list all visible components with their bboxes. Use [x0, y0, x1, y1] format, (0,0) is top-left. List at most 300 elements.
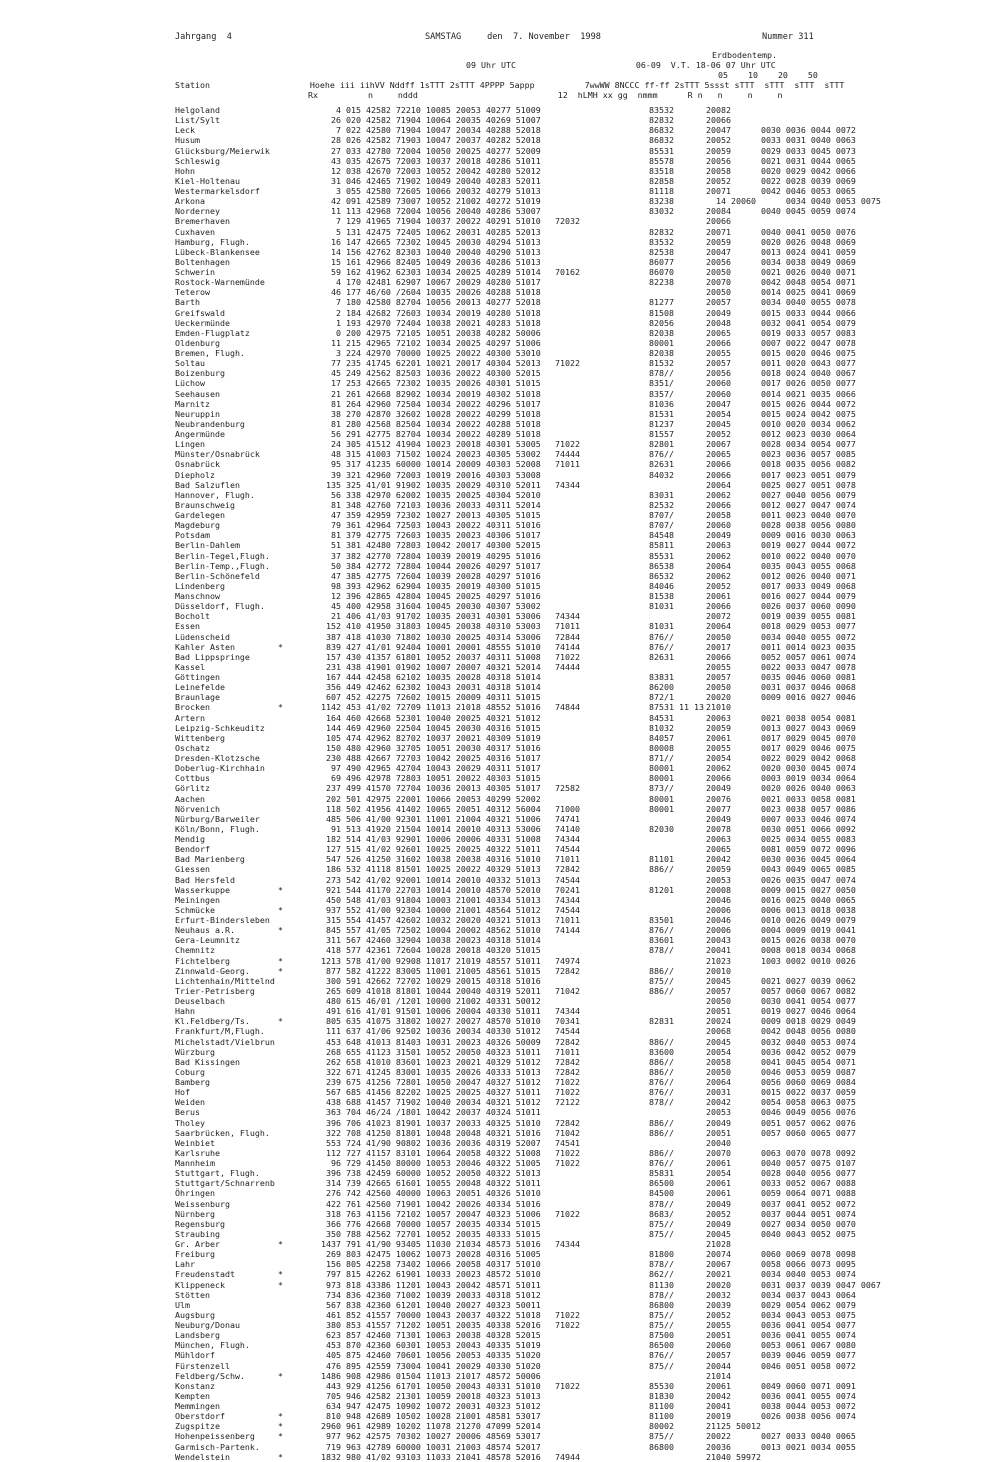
temperature-groups: 20020 0031 0037 0039 0047 0067 — [706, 1279, 881, 1290]
synop-groups: 921 544 41170 22703 10014 20010 48570 52010 — [321, 884, 541, 895]
table-row — [175, 976, 975, 986]
synop-groups: 47 385 42775 72604 10039 20028 40297 51016 — [321, 570, 541, 581]
cloud-group: 81100 — [649, 1411, 674, 1422]
station-name: Berus — [175, 1107, 200, 1118]
table-row — [175, 216, 975, 226]
cloud-group: 8707/ — [649, 510, 674, 520]
table-row — [175, 1330, 975, 1340]
weather-group: 71022 — [555, 358, 580, 369]
synop-groups: 79 361 42964 72503 10043 20022 40311 51016 — [321, 520, 541, 531]
station-name: Zinnwald-Georg. — [175, 965, 250, 976]
temperature-groups: 20054 0028 0040 0056 0077 — [706, 1168, 856, 1179]
synop-groups: 28 026 42582 71903 10047 20037 40282 52018 — [321, 135, 541, 146]
synop-groups: 396 738 42459 60000 10052 20050 40322 51013 — [321, 1168, 541, 1179]
synop-groups: 262 658 41010 83601 10023 20021 40329 51012 — [321, 1056, 541, 1067]
station-name: Giessen — [175, 864, 210, 875]
weather-group: 74974 — [555, 955, 580, 966]
station-name: Trier-Petrisberg — [175, 985, 255, 996]
table-row — [175, 480, 975, 490]
cloud-group: 86800 — [649, 1441, 674, 1452]
temperature-groups: 20020 0009 0016 0027 0046 — [706, 692, 856, 703]
table-row — [175, 895, 975, 905]
temperature-groups: 20052 0012 0023 0030 0064 — [706, 429, 856, 439]
station-name: List/Sylt — [175, 115, 220, 126]
synop-groups: 127 515 41/02 92601 10025 20025 40322 51011 — [321, 844, 541, 855]
synop-groups: 265 609 41018 81801 10044 20040 40319 52011 — [321, 985, 541, 996]
cloud-group: 85811 — [649, 540, 674, 551]
cloud-group: 876// — [649, 631, 674, 642]
synop-groups: 150 480 42960 32705 10051 20030 40317 51016 — [321, 742, 541, 753]
temperature-groups: 20042 0030 0036 0045 0064 — [706, 854, 856, 865]
table-row — [175, 389, 975, 399]
station-name: Regensburg — [175, 1218, 225, 1229]
temperature-groups: 20062 0010 0022 0040 0070 — [706, 550, 856, 561]
cloud-group: 876// — [649, 641, 674, 652]
cloud-group: 886// — [649, 965, 674, 976]
table-row — [175, 551, 975, 561]
cloud-group: 876// — [649, 1087, 674, 1098]
synop-groups: 17 253 42665 72302 10035 20026 40301 51015 — [321, 378, 541, 389]
weather-group: 70162 — [555, 267, 580, 277]
station-name: Köln/Bonn, Flugh. — [175, 823, 260, 834]
cloud-group: 82832 — [649, 226, 674, 237]
weather-group: 72842 — [555, 1117, 580, 1128]
synop-groups: 461 852 41557 70000 10043 20037 40322 51018 — [321, 1309, 541, 1320]
table-row — [175, 277, 975, 287]
weather-group: 70241 — [555, 884, 580, 895]
table-row — [175, 206, 975, 216]
station-name: Deuselbach — [175, 996, 225, 1006]
temperature-groups: 20047 0015 0026 0044 0072 — [706, 398, 856, 409]
temperature-groups: 20058 0020 0029 0042 0066 — [706, 165, 856, 176]
station-name: Hamburg, Flugh. — [175, 236, 250, 247]
table-row — [175, 135, 975, 145]
weather-group: 71022 — [555, 1077, 580, 1087]
station-name: Hannover, Flugh. — [175, 489, 255, 500]
temperature-groups: 20055 0022 0033 0047 0078 — [706, 661, 856, 672]
temperature-groups: 20052 0034 0043 0053 0075 — [706, 1309, 856, 1320]
temperature-groups: 20052 0033 0031 0040 0063 — [706, 135, 856, 146]
weather-group: 71022 — [555, 1208, 580, 1219]
cloud-group: 85531 — [649, 550, 674, 561]
temperature-groups: 20049 0007 0033 0046 0074 — [706, 813, 856, 824]
synop-groups: 363 704 46/24 /1801 10042 20037 40324 51011 — [321, 1107, 541, 1118]
temperature-groups: 20056 0021 0031 0044 0065 — [706, 155, 856, 166]
station-name: Braunschweig — [175, 499, 235, 510]
station-name: Schwerin — [175, 267, 215, 277]
temperature-groups: 20019 0026 0038 0056 0074 — [706, 1411, 856, 1422]
time-header: 09 Uhr UTC 06-09 V.T. 18-06 07 Uhr UTC — [466, 60, 776, 70]
temperature-groups: 20055 0017 0029 0046 0075 — [706, 742, 856, 753]
station-name: Göttingen — [175, 672, 220, 682]
cloud-group: 80001 — [649, 763, 674, 774]
cloud-group: 875// — [649, 1228, 674, 1239]
temperature-groups: 20045 0032 0040 0053 0074 — [706, 1036, 856, 1047]
station-name: Barth — [175, 297, 200, 308]
synop-groups: 3 224 42970 70000 10025 20022 40300 53010 — [321, 348, 541, 358]
table-row — [175, 925, 975, 935]
synop-groups: 7 022 42580 71904 10047 20034 40288 52018 — [321, 125, 541, 136]
table-row — [175, 702, 975, 712]
synop-groups: 21 406 41/03 91702 10035 20031 40301 53006 — [321, 611, 541, 622]
cloud-group: 81101 — [649, 854, 674, 865]
temperature-groups: 20066 — [706, 115, 731, 126]
synop-groups: 476 895 42559 73004 10041 20029 40330 51020 — [321, 1360, 541, 1371]
cloud-group: 862// — [649, 1269, 674, 1280]
synop-groups: 231 438 41901 01902 10007 20007 40321 52014 — [321, 661, 541, 672]
temperature-groups: 20024 0009 0018 0029 0049 — [706, 1016, 856, 1027]
table-row — [175, 956, 975, 966]
temperature-groups: 20006 0006 0013 0018 0038 — [706, 904, 856, 915]
table-row — [175, 287, 975, 297]
cloud-group: 875// — [649, 1218, 674, 1229]
temperature-groups: 21014 — [706, 1370, 731, 1381]
table-row — [175, 1016, 975, 1026]
cloud-group: 84032 — [649, 469, 674, 480]
temperature-groups: 20066 0012 0027 0047 0074 — [706, 499, 856, 510]
weather-group: 71022 — [555, 1380, 580, 1391]
table-row — [175, 966, 975, 976]
temperature-groups: 20059 0029 0033 0045 0073 — [706, 145, 856, 156]
mountain-marker: * — [278, 904, 283, 915]
weather-group: 74741 — [555, 813, 580, 824]
cloud-group: 83532 — [649, 105, 674, 115]
station-name: Stötten — [175, 1289, 210, 1300]
station-name: Konstanz — [175, 1380, 215, 1391]
table-row — [175, 1188, 975, 1198]
temperature-groups: 20061 0033 0052 0067 0088 — [706, 1178, 856, 1189]
cloud-group: 886// — [649, 1066, 674, 1077]
mountain-marker: * — [278, 641, 283, 652]
weather-group: 74144 — [555, 925, 580, 936]
station-name: Emden-Flugplatz — [175, 327, 250, 338]
temperature-groups: 20052 0037 0044 0051 0074 — [706, 1208, 856, 1219]
temperature-groups: 20051 0057 0060 0065 0077 — [706, 1127, 856, 1138]
temperature-groups: 20058 0011 0023 0040 0070 — [706, 510, 856, 520]
station-name: Berlin-Schönefeld — [175, 570, 260, 581]
table-row — [175, 632, 975, 642]
cloud-group: 8707/ — [649, 520, 674, 531]
temperature-groups: 20066 0018 0035 0056 0082 — [706, 459, 856, 470]
temperature-groups: 14 20060 0034 0040 0053 0075 — [706, 196, 881, 207]
temperature-groups: 20066 0026 0037 0060 0090 — [706, 601, 856, 612]
cloud-group: 84548 — [649, 530, 674, 541]
temperature-groups: 20066 0003 0019 0034 0064 — [706, 773, 856, 784]
weather-group: 71022 — [555, 1320, 580, 1330]
synop-groups: 56 291 42775 82704 10034 20022 40289 51018 — [321, 429, 541, 439]
table-row — [175, 1128, 975, 1138]
temperature-groups: 20049 0015 0033 0044 0066 — [706, 307, 856, 318]
table-row — [175, 672, 975, 682]
station-name: Karlsruhe — [175, 1147, 220, 1158]
cloud-group: 82831 — [649, 1016, 674, 1027]
table-row — [175, 885, 975, 895]
table-row — [175, 1229, 975, 1239]
synop-groups: 567 685 41456 82202 10025 20025 40327 51011 — [321, 1087, 541, 1098]
table-row — [175, 783, 975, 793]
table-row — [175, 500, 975, 510]
temperature-groups: 20063 0025 0034 0055 0083 — [706, 834, 856, 844]
synop-groups: 47 359 42959 72302 10027 20013 40305 51015 — [321, 510, 541, 520]
table-row — [175, 368, 975, 378]
temperature-groups: 20045 0010 0020 0034 0062 — [706, 418, 856, 429]
table-row — [175, 743, 975, 753]
weather-group: 71011 — [555, 621, 580, 632]
table-row — [175, 1300, 975, 1310]
cloud-group: 85578 — [649, 155, 674, 166]
synop-groups: 239 675 41256 72801 10050 20047 40327 51012 — [321, 1077, 541, 1087]
station-name: Hof — [175, 1087, 190, 1098]
synop-groups: 485 506 41/00 92301 11001 21004 40321 51006 — [321, 813, 541, 824]
cloud-group: 872/1 — [649, 692, 674, 703]
station-name: Oschatz — [175, 742, 210, 753]
station-name: Essen — [175, 621, 200, 632]
cloud-group: 82538 — [649, 246, 674, 257]
table-row — [175, 409, 975, 419]
temperature-groups: 20064 0025 0027 0051 0078 — [706, 479, 856, 490]
table-row — [175, 1340, 975, 1350]
table-row — [175, 308, 975, 318]
synop-groups: 118 502 41956 41402 10065 20051 40312 56004 — [321, 803, 541, 814]
temperature-groups: 20042 0036 0041 0055 0074 — [706, 1390, 856, 1401]
mountain-marker: * — [278, 955, 283, 966]
table-row — [175, 1320, 975, 1330]
cloud-group: 871// — [649, 753, 674, 763]
cloud-group: 875// — [649, 1320, 674, 1330]
temperature-groups: 20074 0060 0069 0078 0098 — [706, 1249, 856, 1260]
table-row — [175, 166, 975, 176]
station-name: Boizenburg — [175, 368, 225, 379]
cloud-group: 875// — [649, 1360, 674, 1371]
synop-groups: 230 488 42667 72703 10042 20025 40316 51017 — [321, 753, 541, 763]
temperature-groups: 21010 — [706, 702, 731, 713]
weather-group: 71000 — [555, 803, 580, 814]
cloud-group: 82532 — [649, 499, 674, 510]
temperature-groups: 20054 0036 0042 0052 0079 — [706, 1046, 856, 1057]
synop-groups: 144 469 42960 22504 10045 20030 40316 51015 — [321, 722, 541, 733]
station-name: Lindenberg — [175, 580, 225, 591]
cloud-group: 81036 — [649, 398, 674, 409]
mountain-marker: * — [278, 702, 283, 713]
temperature-groups: 20050 0046 0053 0059 0087 — [706, 1066, 856, 1077]
station-name: Rostock-Warnemünde — [175, 277, 265, 288]
synop-groups: 5 131 42475 72405 10062 20031 40285 52013 — [321, 226, 541, 237]
temperature-groups: 20066 0007 0022 0047 0078 — [706, 337, 856, 348]
synop-groups: 356 449 42462 62302 10043 20031 40318 51014 — [321, 682, 541, 693]
cloud-group: 86538 — [649, 560, 674, 571]
weather-group: 72582 — [555, 783, 580, 794]
temperature-groups: 20071 0042 0046 0053 0065 — [706, 186, 856, 196]
temperature-groups: 20032 0034 0037 0043 0064 — [706, 1289, 856, 1300]
station-name: Bad Salzuflen — [175, 479, 240, 490]
table-row — [175, 652, 975, 662]
temperature-groups: 20049 0009 0016 0030 0063 — [706, 530, 856, 541]
synop-groups: 418 577 42361 72604 10028 20018 40320 51015 — [321, 945, 541, 956]
temperature-groups: 20063 0021 0038 0054 0081 — [706, 712, 856, 723]
cloud-group: 876// — [649, 1350, 674, 1361]
table-row — [175, 267, 975, 277]
synop-groups: 547 526 41250 31602 10038 20038 40316 51010 — [321, 854, 541, 865]
table-row — [175, 591, 975, 601]
column-header: Station Hoehe iii iihVV Nddff 1sTTT 2sTTT 4PPPP 5appp 7wwWW 8NCCC ff-ff 2sTTT 5ssst sTTT sTTT sTTT sTTT — [175, 80, 845, 90]
table-row — [175, 1178, 975, 1188]
temperature-groups: 20055 0036 0041 0054 0077 — [706, 1320, 856, 1330]
table-row — [175, 125, 975, 135]
table-row — [175, 621, 975, 631]
station-name: Braunlage — [175, 692, 220, 703]
station-name: Michelstadt/Vielbrun — [175, 1036, 275, 1047]
temperature-groups: 20059 0020 0026 0048 0069 — [706, 236, 856, 247]
table-row — [175, 642, 975, 652]
weather-group: 71011 — [555, 915, 580, 925]
table-row — [175, 378, 975, 388]
synop-groups: 91 513 41920 21504 10014 20010 40313 53006 — [321, 823, 541, 834]
station-name: Artern — [175, 712, 205, 723]
station-name: Leipzig-Schkeuditz — [175, 722, 265, 733]
table-row — [175, 1239, 975, 1249]
temperature-groups: 20043 0015 0026 0038 0070 — [706, 935, 856, 946]
synop-groups: 380 853 41557 71202 10051 20035 40338 52016 — [321, 1320, 541, 1330]
temperature-groups: 20046 0010 0026 0049 0079 — [706, 915, 856, 925]
synop-groups: 51 381 42480 72803 10042 20017 40300 52015 — [321, 540, 541, 551]
table-row — [175, 905, 975, 915]
cloud-group: 886// — [649, 1056, 674, 1067]
table-row — [175, 1077, 975, 1087]
station-name: Zugspitze — [175, 1421, 220, 1432]
table-row — [175, 763, 975, 773]
table-row — [175, 1442, 975, 1452]
table-row — [175, 358, 975, 368]
cloud-group: 886// — [649, 1127, 674, 1138]
temperature-groups: 20056 0018 0024 0040 0067 — [706, 368, 856, 379]
station-name: Berlin-Temp.,Flugh. — [175, 560, 270, 571]
table-row — [175, 105, 975, 115]
station-name: Coburg — [175, 1066, 205, 1077]
weather-group: 74344 — [555, 479, 580, 490]
station-name: Seehausen — [175, 388, 220, 399]
station-name: Tholey — [175, 1117, 205, 1128]
temperature-groups: 20061 0040 0057 0075 0107 — [706, 1158, 856, 1168]
table-row — [175, 935, 975, 945]
synop-groups: 11 113 42968 72004 10056 20040 40286 53007 — [321, 206, 541, 217]
mountain-marker: * — [278, 1431, 283, 1442]
temperature-groups: 20061 0059 0064 0071 0088 — [706, 1188, 856, 1199]
station-name: Potsdam — [175, 530, 210, 541]
cloud-group: 82238 — [649, 277, 674, 288]
temperature-groups: 20049 0027 0034 0050 0070 — [706, 1218, 856, 1229]
cloud-group: 873// — [649, 783, 674, 794]
station-name: Nörvenich — [175, 803, 220, 814]
cloud-group: 876// — [649, 449, 674, 460]
temperature-groups: 20031 0015 0022 0037 0059 — [706, 1087, 856, 1098]
cloud-group: 81130 — [649, 1279, 674, 1290]
table-row — [175, 1259, 975, 1269]
cloud-group: 81032 — [649, 722, 674, 733]
cloud-group: 82631 — [649, 651, 674, 662]
table-row — [175, 176, 975, 186]
weather-group: 71022 — [555, 439, 580, 450]
weather-group: 71022 — [555, 1309, 580, 1320]
table-row — [175, 1138, 975, 1148]
synop-groups: 42 091 42589 73007 10052 21002 40272 51019 — [321, 196, 541, 207]
cloud-group: 82832 — [649, 115, 674, 126]
temperature-groups: 20042 0054 0058 0063 0075 — [706, 1097, 856, 1108]
synop-groups: 69 496 42978 72803 10051 20022 40303 51015 — [321, 773, 541, 784]
cloud-group: 83031 — [649, 489, 674, 500]
cloud-group: 875// — [649, 975, 674, 986]
synop-groups: 43 035 42675 72003 10037 20018 40286 51011 — [321, 155, 541, 166]
table-row — [175, 297, 975, 307]
weather-group: 72842 — [555, 965, 580, 976]
temperature-groups: 20046 0016 0025 0040 0065 — [706, 894, 856, 905]
table-row — [175, 1411, 975, 1421]
synop-groups: 453 870 42360 60301 10053 20043 40335 51019 — [321, 1340, 541, 1351]
synop-groups: 45 249 42562 82503 10036 20022 40300 52015 — [321, 368, 541, 379]
synop-groups: 443 929 41256 61701 10050 20043 40331 51010 — [321, 1380, 541, 1391]
table-row — [175, 510, 975, 520]
issue-number: Nummer 311 — [762, 32, 814, 42]
synop-groups: 97 490 42965 42704 10043 20029 40311 51017 — [321, 763, 541, 774]
synop-groups: 318 763 41156 72102 10057 20047 40323 51006 — [321, 1208, 541, 1219]
weather-group: 72844 — [555, 631, 580, 642]
station-name: Neuhaus a.R. — [175, 925, 235, 936]
table-row — [175, 1067, 975, 1077]
cloud-group: 82038 — [649, 327, 674, 338]
station-name: Kahler Asten — [175, 641, 235, 652]
station-name: Cottbus — [175, 773, 210, 784]
station-name: Stuttgart/Schnarrenb — [175, 1178, 275, 1189]
table-row — [175, 1371, 975, 1381]
station-name: Görlitz — [175, 783, 210, 794]
cloud-group: 81201 — [649, 884, 674, 895]
temperature-groups: 20070 0063 0070 0078 0092 — [706, 1147, 856, 1158]
synop-groups: 81 379 42775 72603 10035 20023 40306 51017 — [321, 530, 541, 541]
synop-groups: 7 129 41965 71904 10037 20022 40291 51010 — [321, 216, 541, 227]
table-row — [175, 348, 975, 358]
temperature-groups: 20047 0013 0024 0041 0059 — [706, 246, 856, 257]
cloud-group: 8683/ — [649, 1208, 674, 1219]
table-row — [175, 1452, 975, 1462]
synop-groups: 56 338 42970 62002 10035 20025 40304 52010 — [321, 489, 541, 500]
cloud-group: 80002 — [649, 1421, 674, 1432]
station-name: Feldberg/Schw. — [175, 1370, 245, 1381]
temperature-groups: 20049 0037 0041 0052 0072 — [706, 1198, 856, 1209]
weather-group: 74544 — [555, 874, 580, 885]
temperature-groups: 20072 0019 0039 0055 0081 — [706, 611, 856, 622]
table-row — [175, 1057, 975, 1067]
temperature-groups: 20057 0035 0046 0060 0081 — [706, 672, 856, 682]
synop-groups: 387 418 41030 71802 10030 20025 40314 53006 — [321, 631, 541, 642]
table-row — [175, 227, 975, 237]
table-row — [175, 1148, 975, 1158]
temperature-groups: 20065 0023 0036 0057 0085 — [706, 449, 856, 460]
synop-groups: 810 948 42689 10502 10028 21001 48581 53017 — [321, 1411, 541, 1422]
cloud-group: 878// — [649, 945, 674, 956]
temperature-groups: 20039 0029 0054 0062 0079 — [706, 1299, 856, 1310]
cloud-group: 81031 — [649, 601, 674, 612]
weather-group: 72032 — [555, 216, 580, 227]
temperature-groups: 20022 0027 0033 0040 0065 — [706, 1431, 856, 1442]
temperature-groups: 20064 0056 0060 0069 0084 — [706, 1077, 856, 1087]
station-name: Stuttgart, Flugh. — [175, 1168, 260, 1179]
date-label: SAMSTAG den 7. November 1998 — [425, 32, 601, 42]
weather-group: 74344 — [555, 1239, 580, 1249]
cloud-group: 886// — [649, 864, 674, 875]
table-row — [175, 1381, 975, 1391]
synop-groups: 81 264 42960 72504 10034 20022 40296 51017 — [321, 398, 541, 409]
synop-groups: 15 161 42966 82405 10049 20036 40286 51013 — [321, 256, 541, 267]
station-name: Bremerhaven — [175, 216, 230, 227]
